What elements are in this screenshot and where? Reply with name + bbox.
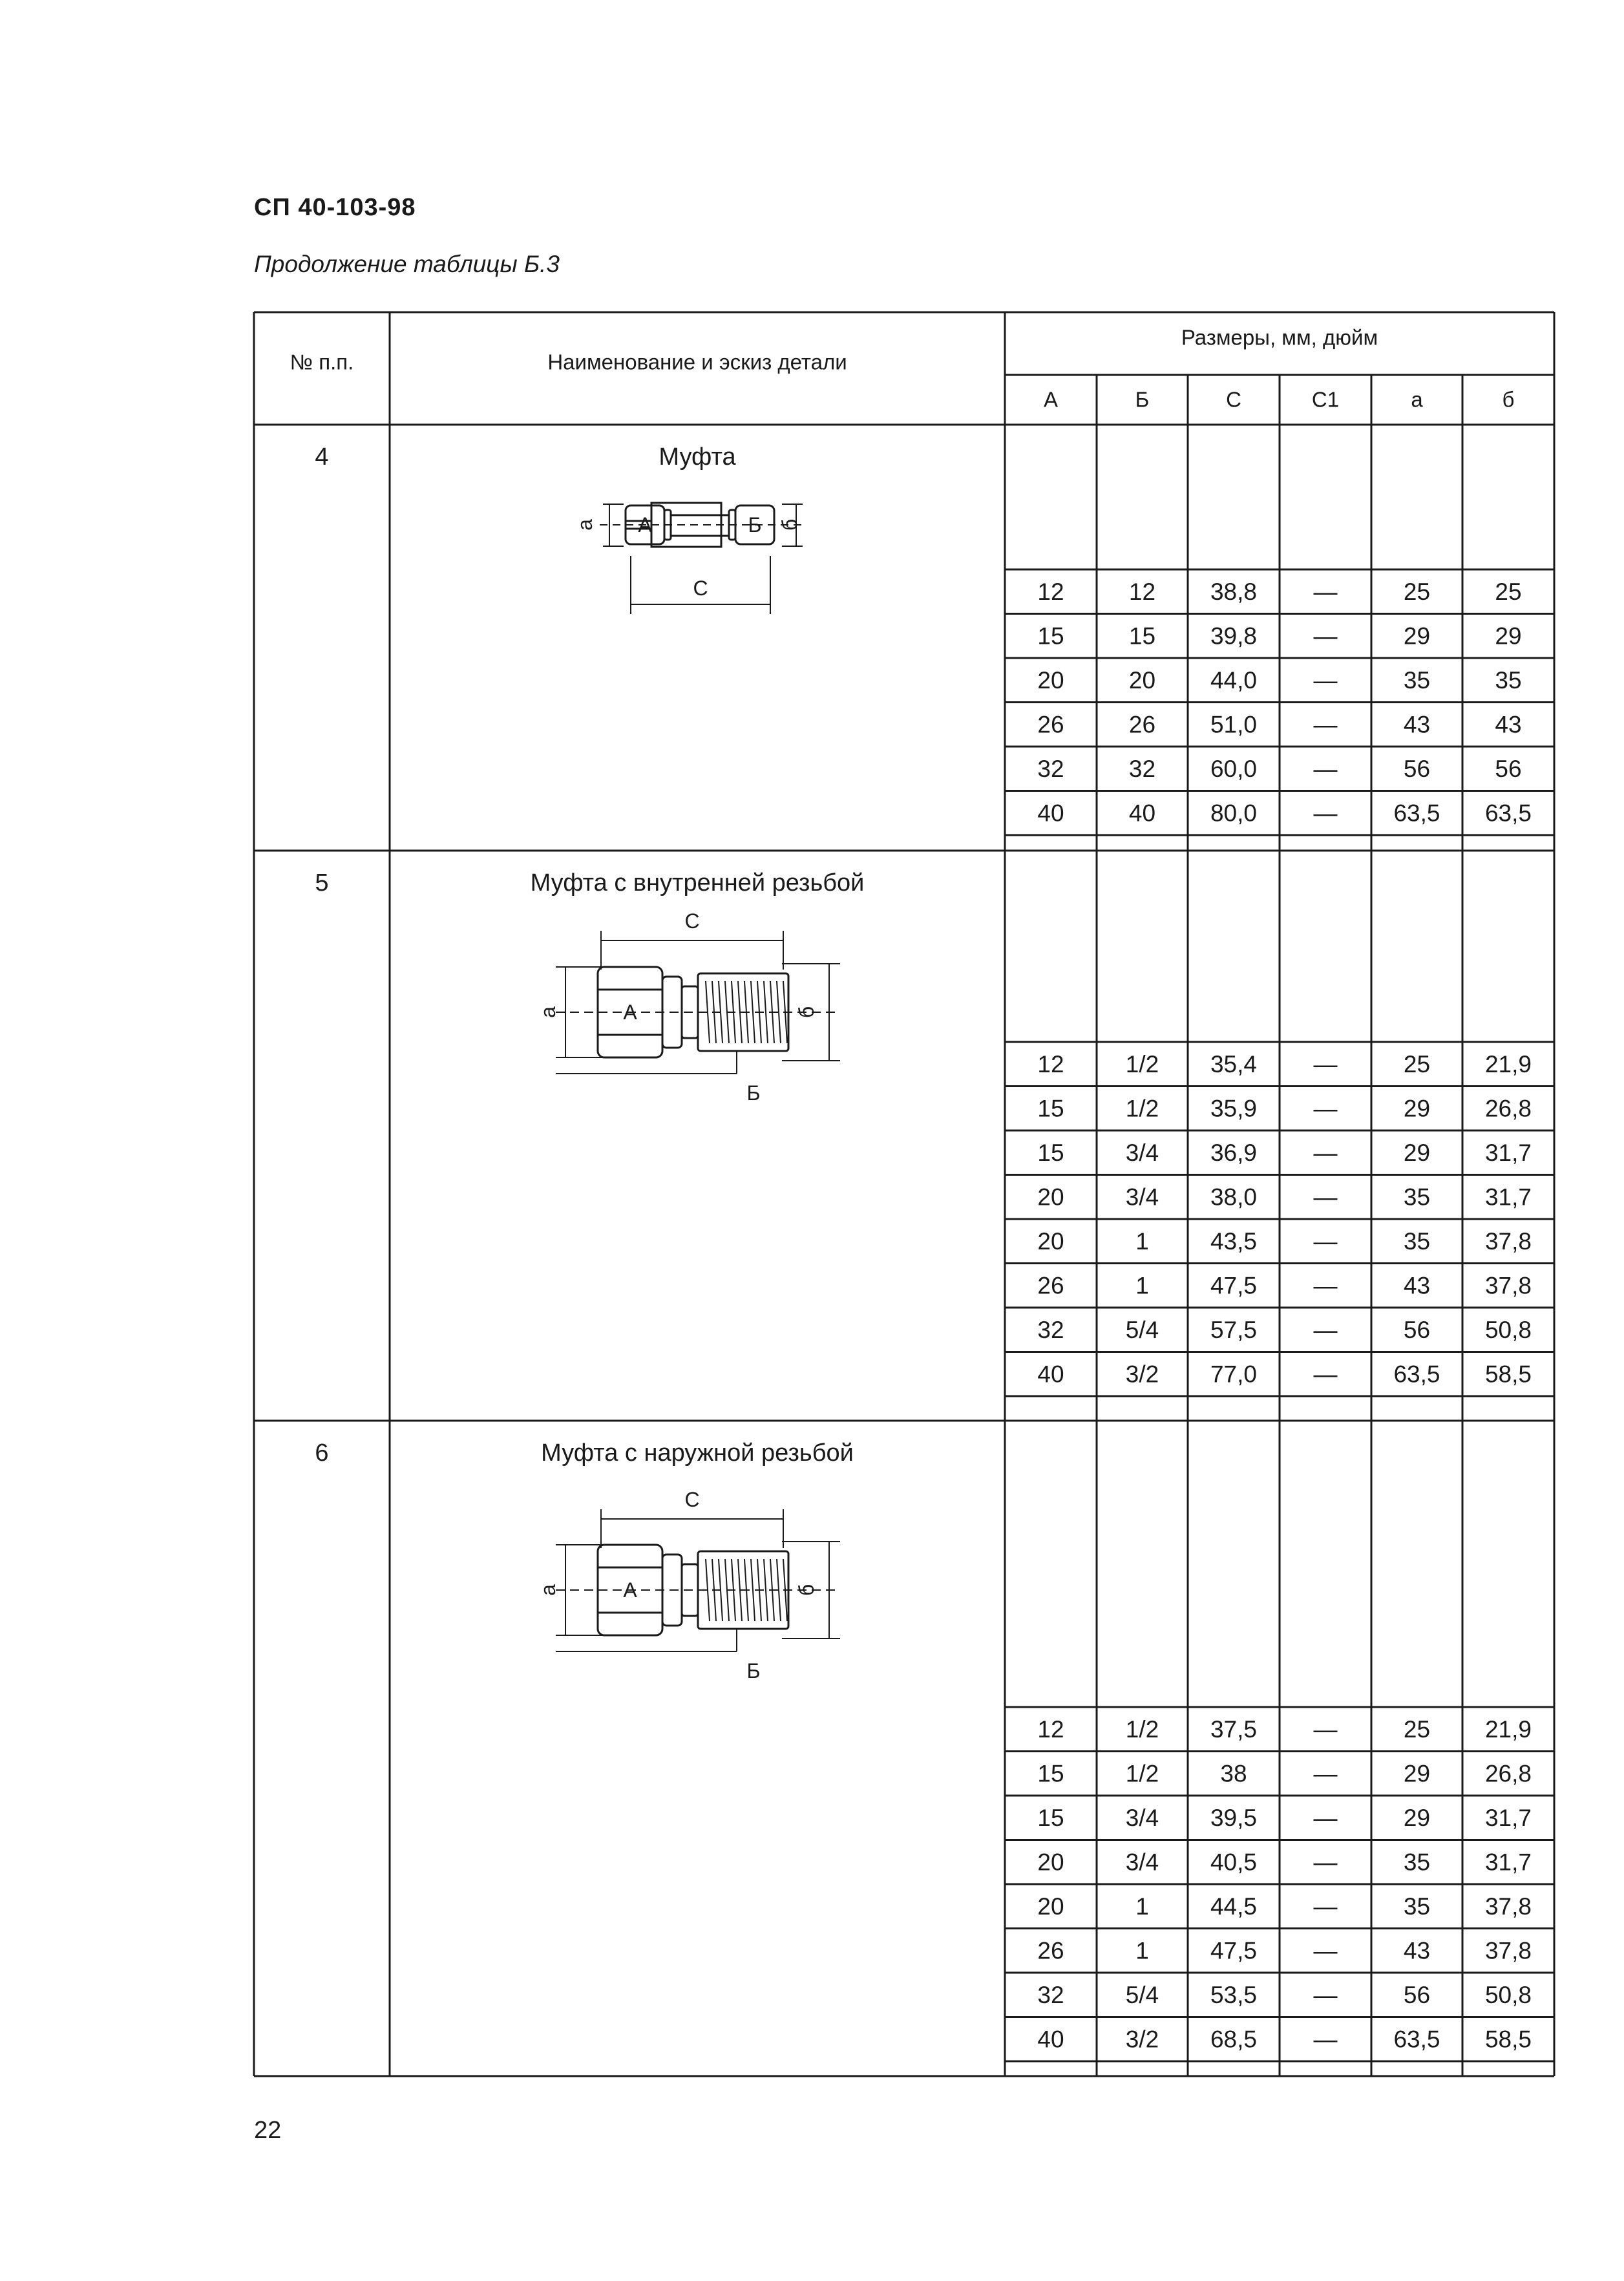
sketch-label: Б (746, 1081, 761, 1105)
table-cell: 40 (1037, 2026, 1064, 2053)
table-cell: 26,8 (1484, 1095, 1532, 1122)
table-cell: 35 (1495, 666, 1522, 694)
table-cell: 43 (1495, 711, 1522, 738)
table-cell: 25 (1403, 1715, 1431, 1743)
table-cell: 29 (1403, 1804, 1431, 1831)
table-cell: — (1313, 1715, 1338, 1743)
table-cell: 3/2 (1125, 2026, 1159, 2053)
header-dim-1: Б (1135, 387, 1150, 412)
table-cell: — (1313, 1937, 1338, 1964)
table-cell: 25 (1495, 578, 1522, 605)
sketch-label: С (684, 909, 700, 933)
table-cell: 29 (1403, 1139, 1431, 1166)
table-cell: 26 (1037, 1937, 1064, 1964)
table-cell: 36,9 (1210, 1139, 1258, 1166)
sketch-label: Б (746, 1659, 761, 1682)
table-cell: 31,7 (1484, 1183, 1532, 1211)
table-cell: — (1313, 1095, 1338, 1122)
table-cell: 37,8 (1484, 1272, 1532, 1299)
table-cell: 39,8 (1210, 622, 1258, 650)
table-cell: 31,7 (1484, 1849, 1532, 1876)
table-cell: 50,8 (1484, 1981, 1532, 2008)
table-cell: — (1313, 1227, 1338, 1255)
table-cell: 3/4 (1125, 1183, 1159, 1211)
table-cell: 47,5 (1210, 1272, 1258, 1299)
table-cell: 43 (1403, 1937, 1431, 1964)
table-cell: 29 (1403, 1760, 1431, 1787)
table-cell: 20 (1037, 1893, 1064, 1920)
table-cell: 15 (1128, 622, 1156, 650)
section-title: Муфта с наружной резьбой (541, 1439, 854, 1467)
table-cell: 38,0 (1210, 1183, 1258, 1211)
table-cell: 20 (1128, 666, 1156, 694)
sketch-label: б (795, 1584, 818, 1597)
table-cell: — (1313, 578, 1338, 605)
table-cell: 44,0 (1210, 666, 1258, 694)
table-cell: 20 (1037, 666, 1064, 694)
table-cell: 38,8 (1210, 578, 1258, 605)
table-cell: 60,0 (1210, 755, 1258, 782)
table-cell: 3/4 (1125, 1849, 1159, 1876)
table-cell: 26 (1128, 711, 1156, 738)
table-cell: 15 (1037, 622, 1064, 650)
table-cell: — (1313, 1361, 1338, 1388)
table-cell: 1/2 (1125, 1095, 1159, 1122)
table-cell: 20 (1037, 1183, 1064, 1211)
table-cell: 37,8 (1484, 1893, 1532, 1920)
table-cell: 40 (1037, 1361, 1064, 1388)
table-cell: 26,8 (1484, 1760, 1532, 1787)
table-cell: 29 (1495, 622, 1522, 650)
table-cell: 15 (1037, 1760, 1064, 1787)
table-cell: 56 (1403, 755, 1431, 782)
sketch-label: А (623, 1578, 637, 1602)
table-cell: 35 (1403, 1893, 1431, 1920)
table-cell: — (1313, 800, 1338, 827)
table-cell: 31,7 (1484, 1139, 1532, 1166)
sketch-label: а (573, 519, 596, 531)
table-cell: 20 (1037, 1849, 1064, 1876)
table-cell: 29 (1403, 622, 1431, 650)
muft-internal-thread-sketch (536, 909, 840, 1105)
table-cell: 56 (1403, 1316, 1431, 1343)
table-cell: — (1313, 1760, 1338, 1787)
table-cell: 12 (1037, 1715, 1064, 1743)
table-cell: 12 (1037, 578, 1064, 605)
sketch-label: А (638, 513, 652, 536)
table-cell: 21,9 (1484, 1715, 1532, 1743)
table-cell: 63,5 (1393, 1361, 1440, 1388)
table-cell: 63,5 (1393, 800, 1440, 827)
table-cell: 38 (1220, 1760, 1247, 1787)
table-cell: 5/4 (1125, 1981, 1159, 2008)
table-cell: 35 (1403, 666, 1431, 694)
table-cell: — (1313, 711, 1338, 738)
table-cell: 35,9 (1210, 1095, 1258, 1122)
table-cell: 25 (1403, 578, 1431, 605)
table-cell: — (1313, 622, 1338, 650)
table-cell: 63,5 (1393, 2026, 1440, 2053)
header-dim-5: б (1502, 387, 1515, 412)
section-number: 6 (315, 1439, 329, 1467)
table-cell: 43,5 (1210, 1227, 1258, 1255)
table-cell: — (1313, 1981, 1338, 2008)
table-cell: 1/2 (1125, 1715, 1159, 1743)
table-cell: — (1313, 1849, 1338, 1876)
table-cell: 50,8 (1484, 1316, 1532, 1343)
header-dim-4: а (1411, 387, 1423, 412)
sketch-label: С (693, 577, 708, 600)
table-cell: 40 (1128, 800, 1156, 827)
header-name: Наименование и эскиз детали (547, 350, 847, 374)
table-cell: — (1313, 1050, 1338, 1077)
table-cell: — (1313, 2026, 1338, 2053)
document-code: СП 40-103-98 (254, 194, 416, 221)
table-cell: 68,5 (1210, 2026, 1258, 2053)
section-title: Муфта с внутренней резьбой (530, 869, 865, 896)
table-cell: 63,5 (1484, 800, 1532, 827)
table-cell: 12 (1128, 578, 1156, 605)
table-cell: 31,7 (1484, 1804, 1532, 1831)
table-cell: 35 (1403, 1227, 1431, 1255)
table-cell: — (1313, 755, 1338, 782)
table-cell: 1/2 (1125, 1760, 1159, 1787)
header-num: № п.п. (290, 350, 354, 374)
table-cell: 56 (1495, 755, 1522, 782)
sketch-label: б (795, 1006, 818, 1019)
table-cell: 32 (1037, 755, 1064, 782)
table-cell: — (1313, 1893, 1338, 1920)
table-cell: 47,5 (1210, 1937, 1258, 1964)
table-cell: 3/4 (1125, 1139, 1159, 1166)
table-caption: Продолжение таблицы Б.3 (254, 251, 560, 277)
muft-external-thread-sketch (536, 1488, 840, 1682)
table-cell: 12 (1037, 1050, 1064, 1077)
table-cell: 26 (1037, 1272, 1064, 1299)
table-cell: 80,0 (1210, 800, 1258, 827)
table-cell: 35,4 (1210, 1050, 1258, 1077)
table-cell: 58,5 (1484, 2026, 1532, 2053)
table-cell: 25 (1403, 1050, 1431, 1077)
header-dims: Размеры, мм, дюйм (1181, 325, 1378, 350)
table-cell: 56 (1403, 1981, 1431, 2008)
table-cell: 44,5 (1210, 1893, 1258, 1920)
table-cell: — (1313, 666, 1338, 694)
table-cell: 1 (1135, 1893, 1149, 1920)
muft-sketch (573, 503, 803, 614)
table-cell: 15 (1037, 1095, 1064, 1122)
table-cell: — (1313, 1272, 1338, 1299)
table-cell: 26 (1037, 711, 1064, 738)
page-number: 22 (254, 2117, 282, 2144)
section-title: Муфта (659, 443, 736, 471)
table-cell: 3/4 (1125, 1804, 1159, 1831)
table-cell: 51,0 (1210, 711, 1258, 738)
table-cell: 1/2 (1125, 1050, 1159, 1077)
sketch-label: Б (748, 513, 762, 536)
table-cell: 39,5 (1210, 1804, 1258, 1831)
table-cell: 29 (1403, 1095, 1431, 1122)
table-cell: 57,5 (1210, 1316, 1258, 1343)
sketch-label: а (536, 1584, 560, 1596)
table-cell: 43 (1403, 711, 1431, 738)
table-cell: 5/4 (1125, 1316, 1159, 1343)
table-cell: — (1313, 1316, 1338, 1343)
sketch-label: А (623, 1001, 637, 1024)
table-cell: 53,5 (1210, 1981, 1258, 2008)
section-number: 4 (315, 443, 329, 471)
header-dim-0: А (1043, 387, 1059, 412)
table-cell: 37,8 (1484, 1937, 1532, 1964)
table-cell: — (1313, 1804, 1338, 1831)
header-dim-2: С (1226, 387, 1241, 412)
table-cell: 32 (1128, 755, 1156, 782)
table-cell: 35 (1403, 1183, 1431, 1211)
header-dim-3: С1 (1311, 387, 1340, 412)
section-number: 5 (315, 869, 329, 896)
table-cell: 40,5 (1210, 1849, 1258, 1876)
table-cell: 32 (1037, 1981, 1064, 2008)
table-cell: 32 (1037, 1316, 1064, 1343)
table-cell: — (1313, 1183, 1338, 1211)
table-cell: 20 (1037, 1227, 1064, 1255)
table-cell: 1 (1135, 1272, 1149, 1299)
table-cell: 21,9 (1484, 1050, 1532, 1077)
table-cell: 15 (1037, 1139, 1064, 1166)
sketch-label: а (536, 1006, 560, 1018)
table-cell: — (1313, 1139, 1338, 1166)
table-cell: 37,8 (1484, 1227, 1532, 1255)
table-cell: 15 (1037, 1804, 1064, 1831)
sketch-label: С (684, 1488, 700, 1511)
table-cell: 1 (1135, 1227, 1149, 1255)
sketch-label: б (778, 518, 801, 531)
table-cell: 1 (1135, 1937, 1149, 1964)
table-cell: 35 (1403, 1849, 1431, 1876)
table-cell: 77,0 (1210, 1361, 1258, 1388)
table-cell: 40 (1037, 800, 1064, 827)
table-cell: 37,5 (1210, 1715, 1258, 1743)
table-cell: 58,5 (1484, 1361, 1532, 1388)
table-cell: 43 (1403, 1272, 1431, 1299)
table-cell: 3/2 (1125, 1361, 1159, 1388)
